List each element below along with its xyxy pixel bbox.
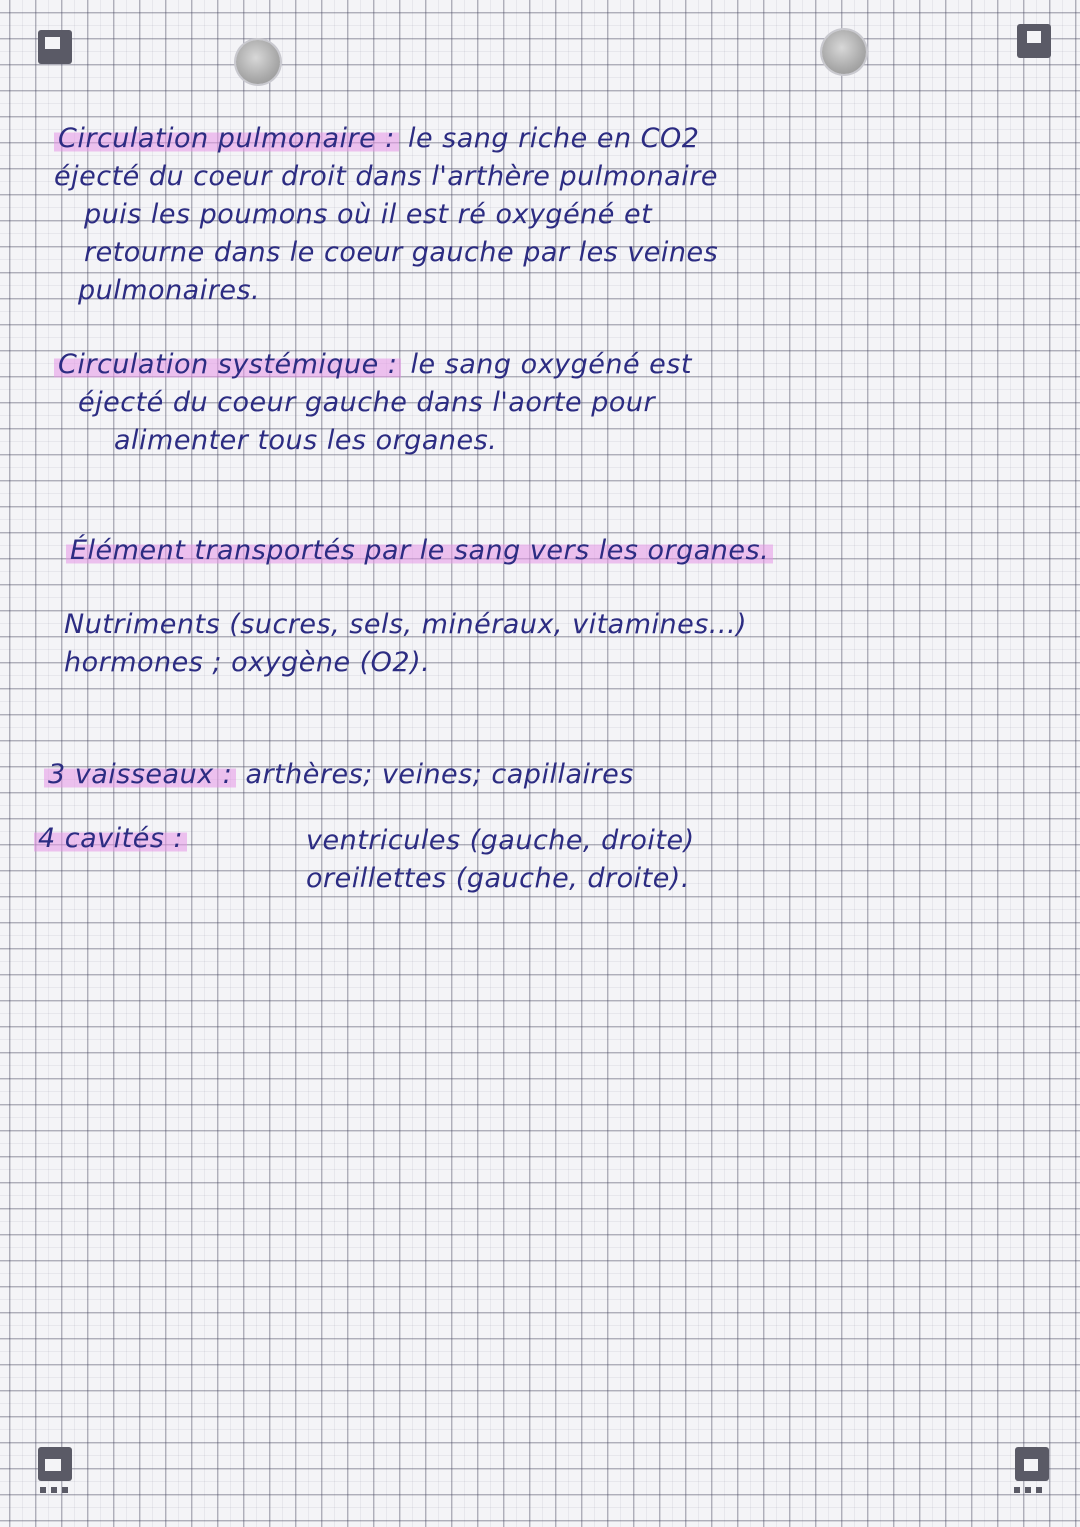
elements-line-2: hormones ; oxygène (O2). (64, 647, 431, 678)
systemique-heading: Circulation systémique : (54, 349, 401, 380)
systemique-text-1: le sang oxygéné est (401, 349, 692, 380)
binder-hole-right (822, 30, 866, 74)
systemique-line-3: alimenter tous les organes. (114, 425, 498, 456)
pulmonaire-line-2: éjecté du coeur droit dans l'arthère pulmonaire (54, 161, 718, 192)
elements-line-1: Nutriments (sucres, sels, minéraux, vitamines...) (64, 609, 748, 640)
pulmonaire-line-1 (54, 120, 699, 158)
pulmonaire-line-4: retourne dans le coeur gauche par les veines (84, 237, 719, 268)
cavites-ventricules: ventricules (gauche, droite) (306, 825, 695, 856)
pulmonaire-text-1: le sang riche en CO2 (398, 123, 700, 154)
binder-hole-left (236, 40, 280, 84)
pulmonaire-line-5: pulmonaires. (78, 275, 261, 306)
elements-heading: Élément transportés par le sang vers les organes. (66, 535, 773, 566)
corner-marker-top-left-icon (38, 30, 72, 64)
corner-marker-bottom-right-icon (1015, 1447, 1049, 1481)
cavites-line-1 (34, 820, 187, 858)
cavites-heading: 4 cavités : (34, 823, 187, 854)
elements-heading-line (66, 532, 773, 570)
corner-marker-bottom-left-icon (38, 1447, 72, 1481)
pulmonaire-line-3: puis les poumons où il est ré oxygéné et (84, 199, 653, 230)
vaisseaux-line (44, 756, 634, 794)
systemique-line-1 (54, 346, 692, 384)
corner-dots-bottom-left (40, 1487, 70, 1493)
corner-dots-bottom-right (1014, 1487, 1044, 1493)
cavites-oreillettes: oreillettes (gauche, droite). (306, 863, 690, 894)
vaisseaux-text: arthères; veines; capillaires (236, 759, 634, 790)
corner-marker-top-right-icon (1017, 24, 1051, 58)
pulmonaire-heading: Circulation pulmonaire : (54, 123, 399, 154)
systemique-line-2: éjecté du coeur gauche dans l'aorte pour (78, 387, 656, 418)
vaisseaux-heading: 3 vaisseaux : (44, 759, 236, 790)
